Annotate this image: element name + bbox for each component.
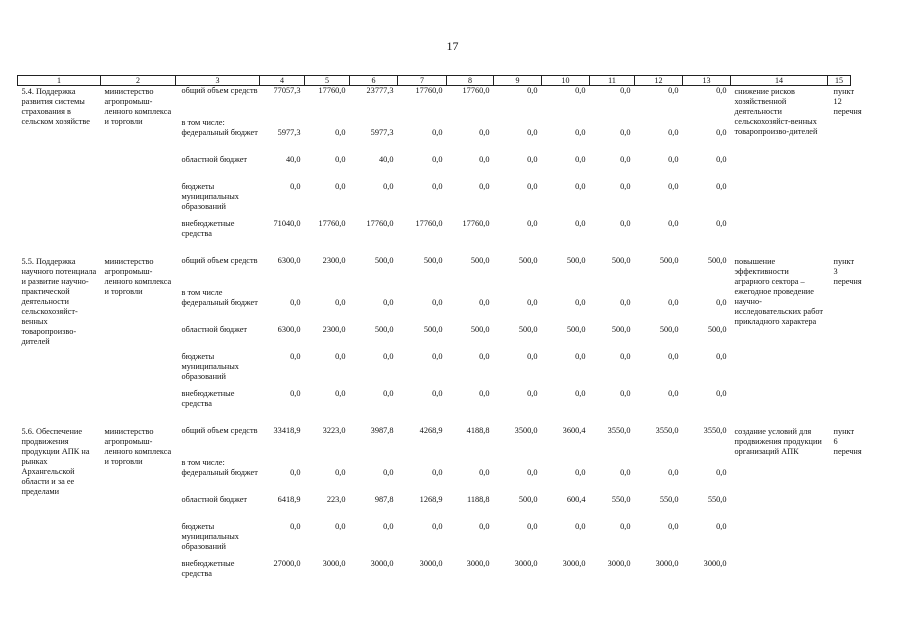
value-cell: [542, 282, 590, 298]
value-cell: [305, 282, 350, 298]
value-cell: 77057,3: [273, 86, 301, 95]
value-cell: 0,0: [335, 154, 346, 164]
value-cell: 500,0: [470, 324, 490, 334]
value-cell: 0,0: [479, 154, 490, 164]
reference: пункт 6 перечня: [833, 426, 862, 456]
col-9: 9: [494, 76, 542, 86]
col-10: 10: [542, 76, 590, 86]
funding-source: областной бюджет: [181, 324, 248, 334]
value-cell: 3000,0: [562, 558, 586, 568]
funding-source: в том числе: [181, 287, 223, 297]
value-cell: 4268,9: [419, 425, 443, 435]
value-cell: 17760,0: [415, 86, 443, 95]
value-cell: 0,0: [620, 467, 631, 477]
value-cell: 0,0: [620, 154, 631, 164]
value-cell: 0,0: [668, 86, 679, 95]
value-cell: 0,0: [335, 181, 346, 191]
value-cell: 500,0: [518, 255, 538, 265]
value-cell: 4188,8: [466, 425, 490, 435]
value-cell: [398, 282, 447, 298]
executor: министерство агропромыш-ленного комплекса и торговли: [104, 256, 172, 296]
value-cell: 3000,0: [607, 558, 631, 568]
value-cell: 0,0: [716, 388, 727, 398]
value-cell: 0,0: [479, 521, 490, 531]
value-cell: [350, 282, 398, 298]
value-cell: 0,0: [432, 521, 443, 531]
value-cell: 0,0: [432, 181, 443, 191]
value-cell: 500,0: [518, 324, 538, 334]
value-cell: 0,0: [383, 467, 394, 477]
value-cell: 0,0: [575, 181, 586, 191]
value-cell: 0,0: [479, 181, 490, 191]
value-cell: [683, 452, 731, 468]
executor: министерство агропромыш-ленного комплекса и торговли: [104, 87, 172, 126]
value-cell: [260, 282, 305, 298]
funding-source: бюджеты муниципальных образований: [181, 521, 239, 551]
value-cell: 6418,9: [277, 494, 301, 504]
value-cell: 0,0: [432, 127, 443, 137]
value-cell: [350, 112, 398, 128]
value-cell: 0,0: [668, 388, 679, 398]
funding-source: федеральный бюджет: [181, 297, 258, 307]
value-cell: [494, 282, 542, 298]
value-cell: 0,0: [620, 86, 631, 95]
program-table: [17, 75, 862, 586]
value-cell: 0,0: [668, 127, 679, 137]
value-cell: 3000,0: [466, 558, 490, 568]
value-cell: 0,0: [335, 521, 346, 531]
value-cell: 0,0: [383, 521, 394, 531]
value-cell: 17760,0: [462, 218, 490, 228]
funding-source: федеральный бюджет: [181, 467, 258, 477]
value-cell: 0,0: [668, 154, 679, 164]
col-15: 15: [828, 76, 851, 86]
value-cell: 600,4: [566, 494, 586, 504]
col-13: 13: [683, 76, 731, 86]
col-7: 7: [398, 76, 447, 86]
value-cell: 0,0: [479, 297, 490, 307]
value-cell: 0,0: [383, 181, 394, 191]
value-cell: 987,8: [374, 494, 394, 504]
reference: пункт 3 перечня: [833, 256, 862, 286]
value-cell: 0,0: [479, 388, 490, 398]
value-cell: 0,0: [668, 467, 679, 477]
value-cell: 0,0: [290, 181, 301, 191]
value-cell: [398, 452, 447, 468]
value-cell: 0,0: [620, 388, 631, 398]
value-cell: [635, 452, 683, 468]
value-cell: 3223,0: [322, 425, 346, 435]
value-cell: 3600,4: [562, 425, 586, 435]
value-cell: 0,0: [527, 388, 538, 398]
value-cell: 500,0: [423, 255, 443, 265]
value-cell: 0,0: [383, 351, 394, 361]
value-cell: 0,0: [620, 181, 631, 191]
value-cell: 0,0: [335, 297, 346, 307]
col-3: 3: [176, 76, 260, 86]
table-body: [18, 86, 862, 586]
value-cell: 500,0: [470, 255, 490, 265]
measure-name: 5.6. Обеспечение продвижения продукции АПК на рынках Архангельской области и за ее пределами: [21, 426, 90, 496]
reference: пункт 12 перечня: [833, 87, 862, 116]
funding-source: областной бюджет: [181, 154, 248, 164]
value-cell: 0,0: [335, 351, 346, 361]
value-cell: 0,0: [575, 388, 586, 398]
value-cell: 6300,0: [277, 324, 301, 334]
value-cell: 0,0: [620, 521, 631, 531]
value-cell: 0,0: [716, 218, 727, 228]
funding-source: в том числе:: [181, 117, 225, 127]
value-cell: 0,0: [290, 388, 301, 398]
value-cell: 0,0: [432, 467, 443, 477]
value-cell: 0,0: [620, 351, 631, 361]
col-12: 12: [635, 76, 683, 86]
value-cell: 0,0: [432, 388, 443, 398]
value-cell: 500,0: [566, 255, 586, 265]
value-cell: 0,0: [575, 127, 586, 137]
value-cell: 0,0: [716, 467, 727, 477]
value-cell: 6300,0: [277, 255, 301, 265]
value-cell: 0,0: [716, 297, 727, 307]
value-cell: 0,0: [668, 218, 679, 228]
value-cell: [494, 112, 542, 128]
value-cell: 0,0: [527, 218, 538, 228]
col-4: 4: [260, 76, 305, 86]
col-8: 8: [447, 76, 494, 86]
value-cell: [447, 112, 494, 128]
value-cell: [398, 112, 447, 128]
value-cell: 33418,9: [273, 425, 301, 435]
value-cell: 17760,0: [318, 86, 346, 95]
funding-source: в том числе:: [181, 457, 225, 467]
value-cell: 40,0: [285, 154, 301, 164]
expected-result: создание условий для продвижения продукции организаций АПК: [734, 426, 822, 456]
value-cell: 500,0: [659, 324, 679, 334]
value-cell: 3000,0: [655, 558, 679, 568]
value-cell: [350, 452, 398, 468]
value-cell: 0,0: [575, 86, 586, 95]
value-cell: 3550,0: [655, 425, 679, 435]
value-cell: 2300,0: [322, 255, 346, 265]
value-cell: 0,0: [620, 127, 631, 137]
value-cell: [542, 112, 590, 128]
value-cell: 0,0: [716, 181, 727, 191]
value-cell: 500,0: [707, 324, 727, 334]
value-cell: 5977,3: [370, 127, 394, 137]
value-cell: 27000,0: [273, 558, 301, 568]
value-cell: 40,0: [378, 154, 394, 164]
value-cell: 0,0: [290, 521, 301, 531]
value-cell: [683, 282, 731, 298]
value-cell: 0,0: [479, 127, 490, 137]
value-cell: 0,0: [527, 86, 538, 95]
value-cell: 3987,8: [370, 425, 394, 435]
value-cell: 0,0: [290, 351, 301, 361]
row-spacer: [18, 416, 851, 426]
value-cell: 17760,0: [318, 218, 346, 228]
value-cell: 17760,0: [366, 218, 394, 228]
value-cell: 0,0: [527, 127, 538, 137]
funding-source: бюджеты муниципальных образований: [181, 181, 239, 211]
table-row: [18, 256, 851, 282]
value-cell: 500,0: [566, 324, 586, 334]
value-cell: [494, 452, 542, 468]
value-cell: 3000,0: [370, 558, 394, 568]
value-cell: [635, 112, 683, 128]
value-cell: 0,0: [620, 297, 631, 307]
value-cell: 0,0: [527, 297, 538, 307]
value-cell: 500,0: [659, 255, 679, 265]
value-cell: 0,0: [575, 297, 586, 307]
value-cell: [260, 452, 305, 468]
value-cell: 0,0: [668, 181, 679, 191]
value-cell: 0,0: [432, 351, 443, 361]
value-cell: 500,0: [423, 324, 443, 334]
value-cell: 0,0: [575, 521, 586, 531]
value-cell: [305, 452, 350, 468]
col-2: 2: [101, 76, 176, 86]
value-cell: 0,0: [716, 127, 727, 137]
value-cell: 0,0: [716, 154, 727, 164]
value-cell: 223,0: [326, 494, 346, 504]
funding-source: бюджеты муниципальных образований: [181, 351, 239, 381]
value-cell: 0,0: [335, 467, 346, 477]
value-cell: [260, 112, 305, 128]
col-14: 14: [731, 76, 828, 86]
value-cell: [447, 282, 494, 298]
value-cell: 0,0: [383, 388, 394, 398]
funding-source: федеральный бюджет: [181, 127, 258, 137]
value-cell: 1268,9: [419, 494, 443, 504]
value-cell: 0,0: [383, 297, 394, 307]
value-cell: 0,0: [335, 388, 346, 398]
col-1: 1: [18, 76, 101, 86]
value-cell: [635, 282, 683, 298]
value-cell: 5977,3: [277, 127, 301, 137]
funding-source: общий объем средств: [181, 425, 258, 435]
value-cell: 500,0: [611, 324, 631, 334]
value-cell: 0,0: [527, 467, 538, 477]
value-cell: 3000,0: [514, 558, 538, 568]
value-cell: 0,0: [668, 351, 679, 361]
value-cell: 1188,8: [466, 494, 490, 504]
value-cell: 0,0: [290, 467, 301, 477]
value-cell: 0,0: [290, 297, 301, 307]
value-cell: 17760,0: [415, 218, 443, 228]
value-cell: 0,0: [432, 154, 443, 164]
col-6: 6: [350, 76, 398, 86]
value-cell: 0,0: [479, 351, 490, 361]
value-cell: [683, 112, 731, 128]
value-cell: 0,0: [479, 467, 490, 477]
row-spacer: [18, 246, 851, 256]
value-cell: 3000,0: [322, 558, 346, 568]
value-cell: 23777,3: [366, 86, 394, 95]
expected-result: снижение рисков хозяйственной деятельности сельскохозяйст-венных товаропроизво-дителей: [734, 87, 818, 136]
value-cell: 3000,0: [703, 558, 727, 568]
funding-source: внебюджетные средства: [181, 218, 235, 238]
value-cell: 500,0: [374, 255, 394, 265]
value-cell: [590, 452, 635, 468]
value-cell: 0,0: [716, 351, 727, 361]
value-cell: 2300,0: [322, 324, 346, 334]
value-cell: 550,0: [707, 494, 727, 504]
value-cell: [590, 112, 635, 128]
value-cell: 0,0: [527, 154, 538, 164]
value-cell: 0,0: [527, 181, 538, 191]
value-cell: 500,0: [374, 324, 394, 334]
funding-source: внебюджетные средства: [181, 388, 235, 408]
executor: министерство агропромыш-ленного комплекса и торговли: [104, 426, 172, 466]
value-cell: 0,0: [575, 467, 586, 477]
page-number: 17: [446, 39, 459, 53]
value-cell: 3550,0: [607, 425, 631, 435]
value-cell: 550,0: [659, 494, 679, 504]
value-cell: 0,0: [575, 154, 586, 164]
value-cell: 0,0: [432, 297, 443, 307]
value-cell: [305, 112, 350, 128]
value-cell: 3000,0: [419, 558, 443, 568]
value-cell: 17760,0: [462, 86, 490, 95]
value-cell: [542, 452, 590, 468]
col-5: 5: [305, 76, 350, 86]
funding-source: внебюджетные средства: [181, 558, 235, 578]
value-cell: 0,0: [575, 351, 586, 361]
table-row: [18, 86, 851, 112]
measure-name: 5.5. Поддержка научного потенциала и развитие научно-практической деятельности сельскохозяйст-венных товаропроизво-дителей: [21, 256, 97, 346]
value-cell: [447, 452, 494, 468]
column-number-row: [18, 76, 851, 86]
table-row: [18, 426, 851, 452]
value-cell: 0,0: [716, 86, 727, 95]
value-cell: 0,0: [668, 521, 679, 531]
value-cell: 0,0: [527, 351, 538, 361]
value-cell: 0,0: [716, 521, 727, 531]
value-cell: 550,0: [611, 494, 631, 504]
value-cell: 500,0: [611, 255, 631, 265]
value-cell: 3550,0: [703, 425, 727, 435]
value-cell: 71040,0: [273, 218, 301, 228]
value-cell: [590, 282, 635, 298]
value-cell: 500,0: [518, 494, 538, 504]
value-cell: 0,0: [335, 127, 346, 137]
value-cell: 500,0: [707, 255, 727, 265]
funding-source: общий объем средств: [181, 86, 258, 95]
measure-name: 5.4. Поддержка развития системы страхования в сельском хозяйстве: [21, 87, 90, 126]
value-cell: 0,0: [668, 297, 679, 307]
value-cell: 3500,0: [514, 425, 538, 435]
value-cell: 0,0: [527, 521, 538, 531]
expected-result: повышение эффективности аграрного сектора – ежегодное проведение научно-исследовательских работ прикладного характера: [734, 256, 823, 326]
funding-source: областной бюджет: [181, 494, 248, 504]
col-11: 11: [590, 76, 635, 86]
funding-source: общий объем средств: [181, 255, 258, 265]
value-cell: 0,0: [575, 218, 586, 228]
value-cell: 0,0: [620, 218, 631, 228]
